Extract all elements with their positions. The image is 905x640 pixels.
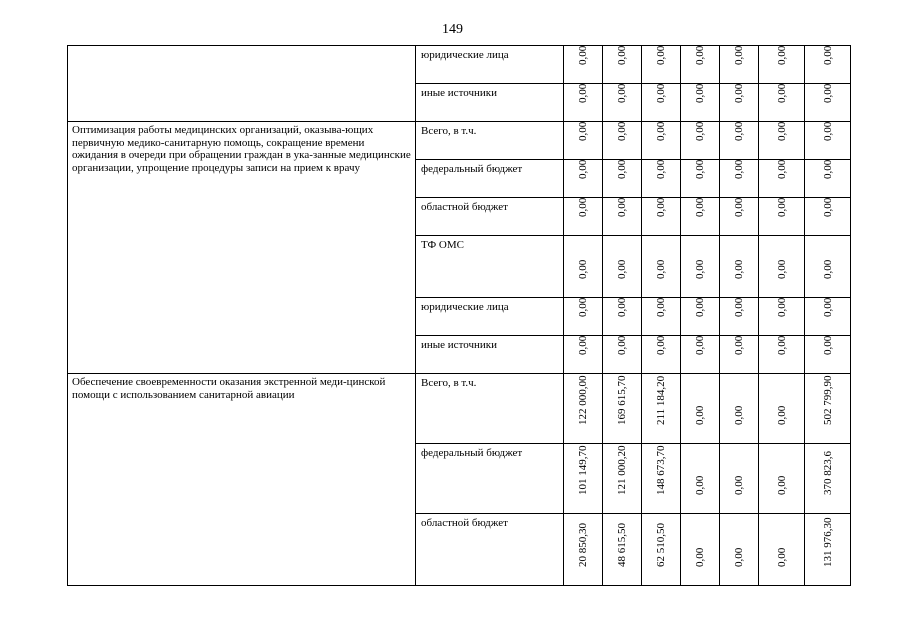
activity-description [68,46,416,122]
value-cell [603,374,642,444]
value-text: 0,00 [616,83,628,103]
value-cell [759,160,805,198]
value-text: 0,00 [655,83,667,103]
value-text: 0,00 [733,159,745,179]
value-text: 0,00 [694,335,706,355]
value-cell [642,298,681,336]
value-text: 0,00 [775,405,788,425]
value-cell [805,160,851,198]
value-text: 0,00 [821,83,834,103]
value-cell [603,160,642,198]
value-text: 0,00 [616,159,628,179]
value-cell [805,336,851,374]
funding-source: Всего, в т.ч. [416,374,564,444]
value-text: 0,00 [733,45,745,65]
value-text: 502 799,90 [821,375,834,425]
value-cell [805,444,851,514]
value-text: 0,00 [616,335,628,355]
value-text: 131 976,30 [821,517,834,567]
value-text: 0,00 [577,297,589,317]
funding-source: областной бюджет [416,198,564,236]
value-cell [603,84,642,122]
value-text: 0,00 [694,121,706,141]
value-text: 0,00 [694,83,706,103]
value-text: 0,00 [655,335,667,355]
value-text: 0,00 [694,405,706,425]
value-text: 0,00 [655,259,667,279]
value-cell [681,444,720,514]
value-text: 0,00 [775,335,788,355]
value-cell [642,46,681,84]
value-text: 169 615,70 [616,375,628,425]
value-text: 0,00 [577,335,589,355]
value-cell [564,84,603,122]
value-cell [564,374,603,444]
value-cell [642,514,681,586]
page-number: 149 [442,22,463,37]
value-cell [681,236,720,298]
value-cell [564,514,603,586]
value-text: 0,00 [821,159,834,179]
value-cell [759,46,805,84]
value-text: 0,00 [775,547,788,567]
value-text: 148 673,70 [655,445,667,495]
value-cell [720,374,759,444]
value-text: 0,00 [775,197,788,217]
funding-source: иные источники [416,336,564,374]
value-cell [759,84,805,122]
value-cell [564,336,603,374]
funding-source: федеральный бюджет [416,444,564,514]
funding-source: юридические лица [416,46,564,84]
value-text: 48 615,50 [616,523,628,567]
value-cell [603,122,642,160]
value-cell [805,514,851,586]
value-text: 0,00 [733,297,745,317]
table-row [68,46,851,84]
value-cell [805,236,851,298]
value-cell [642,336,681,374]
value-cell [720,298,759,336]
activity-description: Оптимизация работы медицинских организаций, оказыва-ющих первичную медико-санитарную помощь, сокращение времени ожидания в очереди при обращении граждан в ука-занные медицинские организации, упрощение процедуры записи на прием к врачу [68,122,416,374]
value-cell [603,444,642,514]
funding-source: областной бюджет [416,514,564,586]
value-cell [642,122,681,160]
value-cell [681,198,720,236]
value-text: 0,00 [694,45,706,65]
value-text: 0,00 [821,259,834,279]
value-text: 0,00 [733,121,745,141]
value-cell [564,198,603,236]
value-cell [681,122,720,160]
value-text: 121 000,20 [616,445,628,495]
value-cell [720,160,759,198]
table-row [68,122,851,160]
value-text: 370 823,6 [821,451,834,495]
value-text: 0,00 [775,297,788,317]
value-cell [681,298,720,336]
value-cell [759,336,805,374]
value-text: 0,00 [655,159,667,179]
budget-table [67,45,851,586]
value-text: 0,00 [775,159,788,179]
value-cell [681,84,720,122]
funding-source: юридические лица [416,298,564,336]
value-text: 62 510,50 [655,523,667,567]
value-text: 0,00 [577,159,589,179]
value-cell [759,298,805,336]
value-cell [759,236,805,298]
value-cell [805,46,851,84]
value-cell [564,160,603,198]
value-text: 0,00 [821,335,834,355]
value-cell [720,514,759,586]
value-text: 0,00 [577,259,589,279]
value-text: 0,00 [694,547,706,567]
value-text: 0,00 [694,159,706,179]
value-text: 101 149,70 [577,445,589,495]
value-text: 122 000,00 [577,375,589,425]
value-text: 0,00 [821,197,834,217]
value-text: 0,00 [733,197,745,217]
value-text: 0,00 [655,121,667,141]
value-cell [681,514,720,586]
value-cell [805,84,851,122]
value-cell [720,84,759,122]
value-text: 0,00 [694,475,706,495]
value-cell [681,374,720,444]
funding-source: иные источники [416,84,564,122]
value-text: 0,00 [733,475,745,495]
value-cell [681,46,720,84]
funding-source: Всего, в т.ч. [416,122,564,160]
value-cell [564,236,603,298]
value-cell [720,198,759,236]
value-cell [603,236,642,298]
value-text: 0,00 [577,121,589,141]
value-cell [642,84,681,122]
value-cell [720,46,759,84]
value-text: 0,00 [577,83,589,103]
value-cell [759,198,805,236]
value-cell [564,46,603,84]
value-text: 20 850,30 [577,523,589,567]
value-text: 0,00 [733,335,745,355]
value-text: 0,00 [655,45,667,65]
value-text: 0,00 [775,45,788,65]
value-text: 0,00 [577,197,589,217]
value-text: 0,00 [821,45,834,65]
value-text: 0,00 [775,83,788,103]
value-text: 0,00 [694,259,706,279]
value-text: 0,00 [655,197,667,217]
value-cell [805,298,851,336]
value-text: 0,00 [775,259,788,279]
value-text: 0,00 [775,121,788,141]
funding-source: федеральный бюджет [416,160,564,198]
value-cell [805,122,851,160]
value-text: 0,00 [775,475,788,495]
value-text: 0,00 [616,45,628,65]
funding-source: ТФ ОМС [416,236,564,298]
value-cell [642,444,681,514]
value-cell [642,374,681,444]
value-text: 0,00 [577,45,589,65]
value-text: 0,00 [616,297,628,317]
value-text: 0,00 [694,297,706,317]
value-cell [759,444,805,514]
value-cell [603,336,642,374]
value-text: 0,00 [733,259,745,279]
value-cell [720,444,759,514]
table-body [68,46,851,586]
value-cell [642,160,681,198]
value-text: 211 184,20 [655,375,667,425]
value-text: 0,00 [616,259,628,279]
value-cell [564,122,603,160]
value-text: 0,00 [821,121,834,141]
value-text: 0,00 [694,197,706,217]
value-text: 0,00 [655,297,667,317]
value-cell [681,160,720,198]
value-cell [759,514,805,586]
value-text: 0,00 [733,83,745,103]
value-cell [603,514,642,586]
table-row [68,374,851,444]
value-text: 0,00 [616,197,628,217]
value-cell [805,374,851,444]
value-cell [805,198,851,236]
value-cell [720,336,759,374]
value-cell [720,122,759,160]
value-cell [603,298,642,336]
value-cell [603,198,642,236]
value-cell [642,198,681,236]
value-cell [642,236,681,298]
value-cell [759,374,805,444]
value-cell [564,444,603,514]
value-cell [603,46,642,84]
value-text: 0,00 [733,547,745,567]
value-cell [564,298,603,336]
value-text: 0,00 [616,121,628,141]
value-text: 0,00 [733,405,745,425]
value-cell [681,336,720,374]
activity-description: Обеспечение своевременности оказания экстренной меди-цинской помощи с использованием санитарной авиации [68,374,416,586]
value-cell [759,122,805,160]
value-cell [720,236,759,298]
value-text: 0,00 [821,297,834,317]
